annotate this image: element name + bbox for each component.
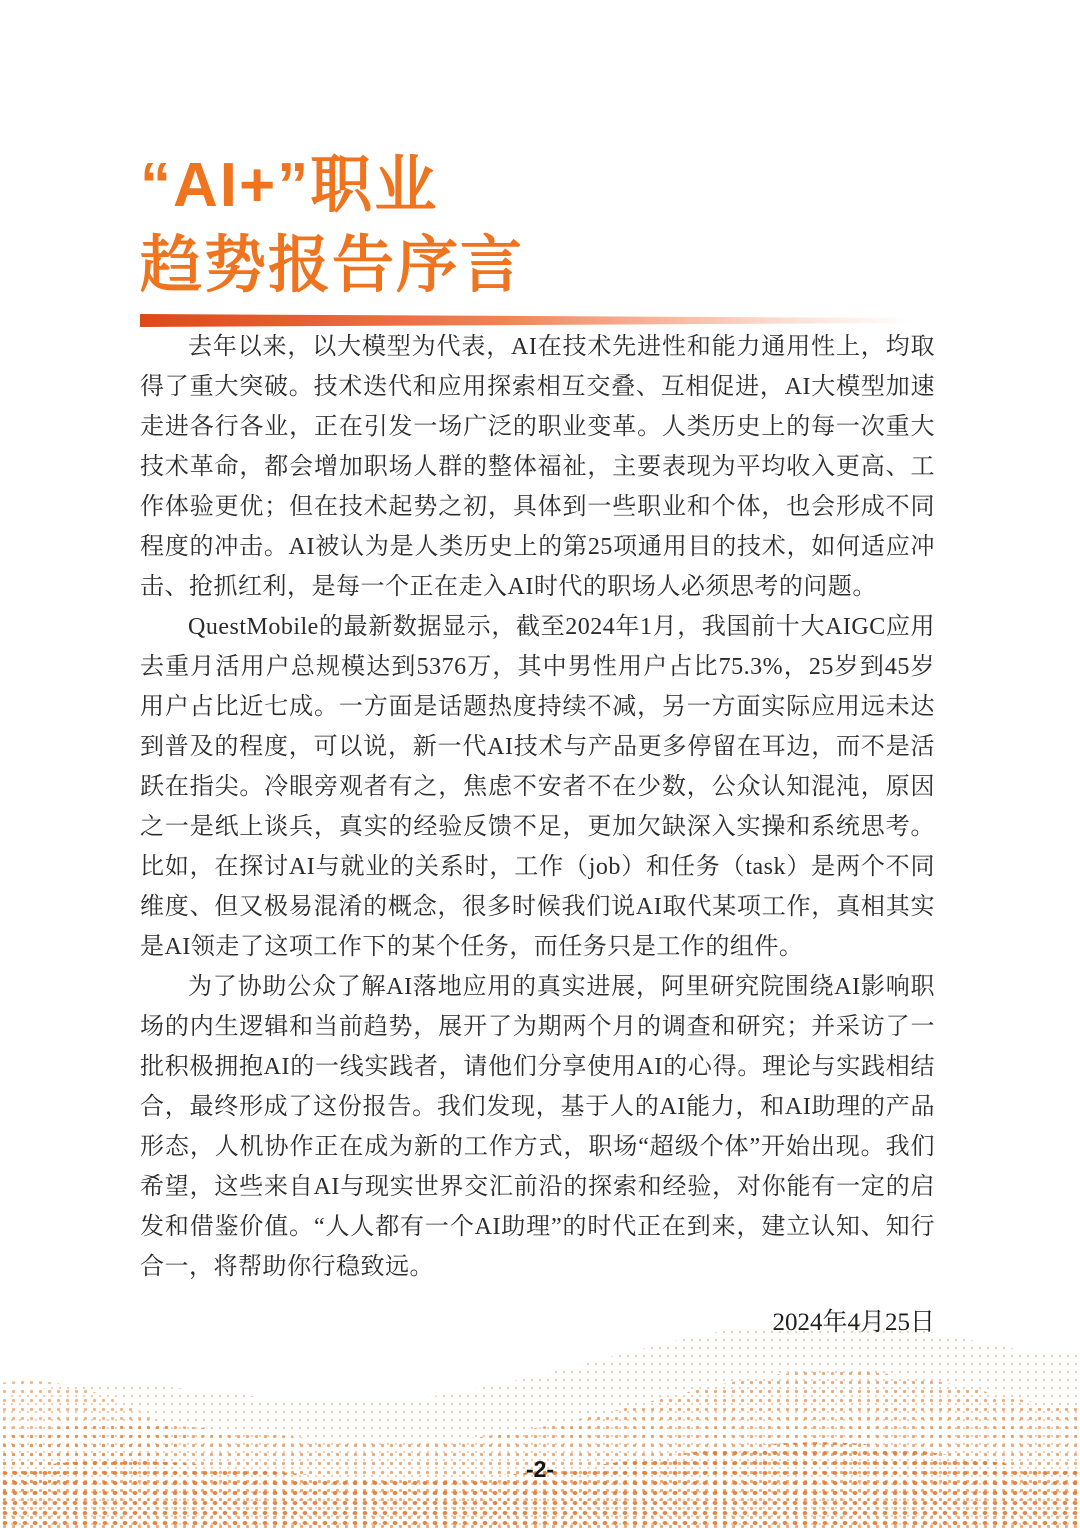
page-content	[140, 0, 935, 1343]
page-title-line-1: “AI+”职业	[140, 151, 439, 220]
preface-body	[140, 327, 935, 1287]
page-number: -2-	[525, 1456, 555, 1482]
paragraph-2: QuestMobile的最新数据显示，截至2024年1月，我国前十大AIGC应用去重月活用户总规模达到5376万，其中男性用户占比75.3%，25岁到45岁用户占比近七成。一方面是话题热度持续不减，另一方面实际应用远未达到普及的程度，可以说，新一代AI技术与产品更多停留在耳边，而不是活跃在指尖。冷眼旁观者有之，焦虑不安者不在少数，公众认知混沌，原因之一是纸上谈兵，真实的经验反馈不足，更加欠缺深入实操和系统思考。比如，在探讨AI与就业的关系时，工作（job）和任务（task）是两个不同维度、但又极易混淆的概念，很多时候我们说AI取代某项工作，真相其实是AI领走了这项工作下的某个任务，而任务只是工作的组件。	[140, 614, 935, 960]
signature-date: 2024年4月25日	[772, 1309, 935, 1336]
title-accent-bar	[140, 314, 935, 327]
page-title-line-2: 趋势报告序言	[140, 231, 525, 300]
page-title	[140, 146, 935, 306]
paragraph-1: 去年以来，以大模型为代表，AI在技术先进性和能力通用性上，均取得了重大突破。技术迭代和应用探索相互交叠、互相促进，AI大模型加速走进各行各业，正在引发一场广泛的职业变革。人类历史上的每一次重大技术革命，都会增加职场人群的整体福祉，主要表现为平均收入更高、工作体验更优；但在技术起势之初，具体到一些职业和个体，也会形成不同程度的冲击。AI被认为是人类历史上的第25项通用目的技术，如何适应冲击、抢抓红利，是每一个正在走入AI时代的职场人必须思考的问题。	[140, 334, 935, 600]
paragraph-3: 为了协助公众了解AI落地应用的真实进展，阿里研究院围绕AI影响职场的内生逻辑和当前趋势，展开了为期两个月的调查和研究；并采访了一批积极拥抱AI的一线实践者，请他们分享使用AI的心得。理论与实践相结合，最终形成了这份报告。我们发现，基于人的AI能力，和AI助理的产品形态，人机协作正在成为新的工作方式，职场“超级个体”开始出现。我们希望，这些来自AI与现实世界交汇前沿的探索和经验，对你能有一定的启发和借鉴价值。“人人都有一个AI助理”的时代正在到来，建立认知、知行合一，将帮助你行稳致远。	[140, 974, 935, 1280]
